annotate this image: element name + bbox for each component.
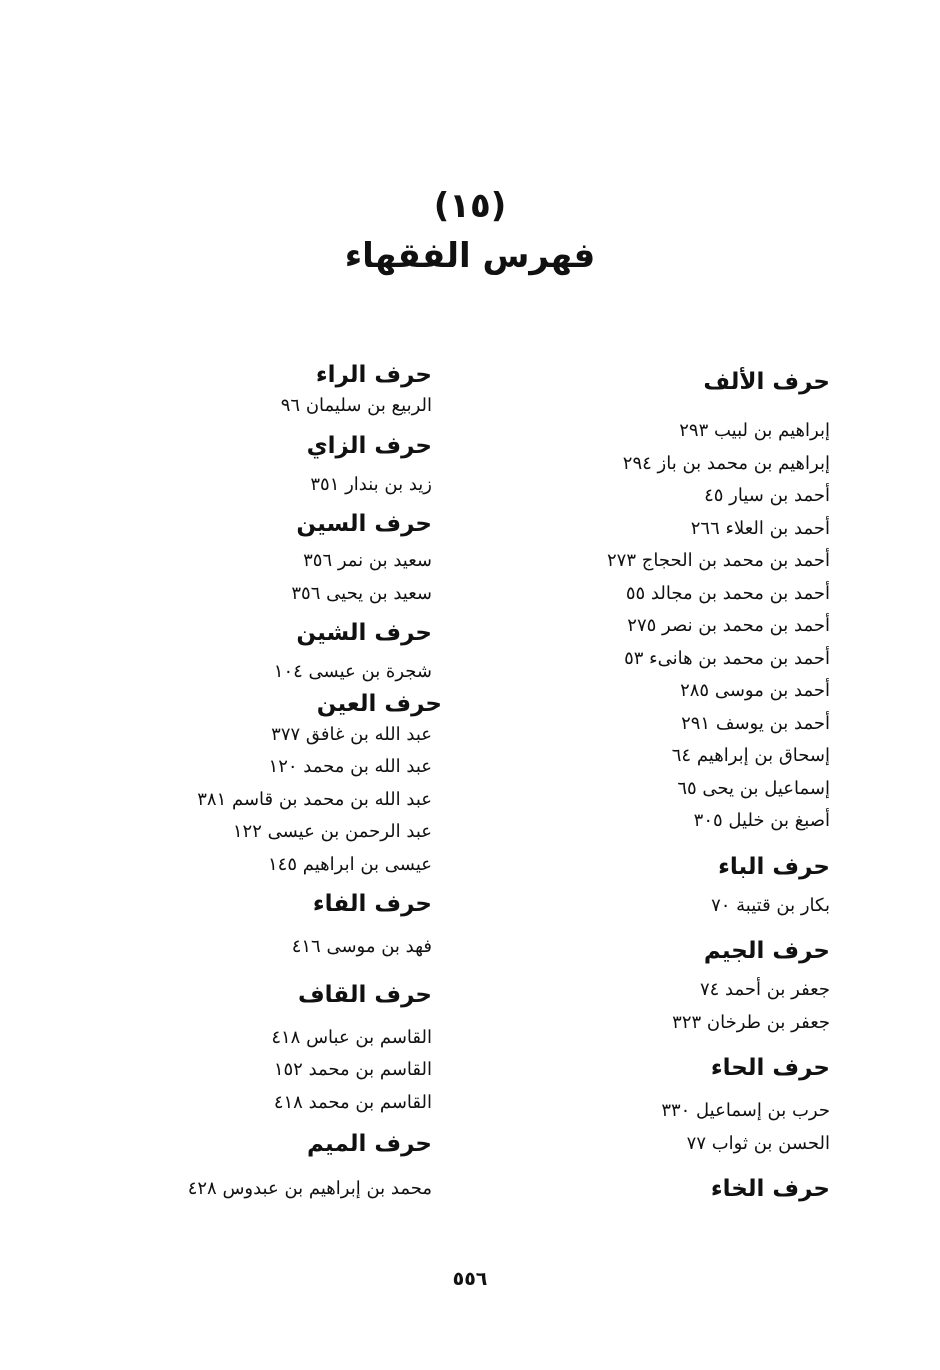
section-heading: حرف الحاء <box>710 1055 830 1081</box>
index-entry: سعيد بن نمر ٣٥٦ <box>303 550 432 571</box>
section-heading: حرف السين <box>296 511 432 537</box>
index-entry: أحمد بن محمد بن هانىء ٥٣ <box>624 647 830 669</box>
letter-section-ayn <box>132 689 442 719</box>
index-entry: الربيع بن سليمان ٩٦ <box>280 395 432 416</box>
index-entry: أحمد بن محمد بن نصر ٢٧٥ <box>627 615 830 636</box>
index-entry: جعفر بن أحمد ٧٤ <box>699 979 830 1000</box>
index-entry: زيد بن بندار ٣٥١ <box>310 473 432 495</box>
index-entry: إسحاق بن إبراهيم ٦٤ <box>671 745 830 766</box>
index-entry: عبد الله بن محمد ١٢٠ <box>268 756 432 777</box>
index-entry: شجرة بن عيسى ١٠٤ <box>273 661 432 682</box>
index-number: (١٥) <box>433 186 507 226</box>
index-title: فهرس الفقهاء <box>344 236 596 276</box>
letter-section-kha <box>500 1174 830 1204</box>
section-heading: حرف القاف <box>297 981 432 1008</box>
index-entry: محمد بن إبراهيم بن عبدوس ٤٢٨ <box>187 1178 432 1199</box>
index-entry: أحمد بن محمد بن الحجاج ٢٧٣ <box>607 550 830 571</box>
index-entry: الحسن بن ثواب ٧٧ <box>686 1132 830 1154</box>
letter-section-zay <box>132 431 432 502</box>
letter-section-ha <box>500 1053 830 1160</box>
index-entry: أحمد بن العلاء ٢٦٦ <box>690 517 830 539</box>
letter-section-alif <box>500 367 830 838</box>
index-entry: سعيد بن يحيى ٣٥٦ <box>291 582 432 604</box>
section-heading: حرف الفاء <box>312 891 432 917</box>
index-entry: حرب بن إسماعيل ٣٣٠ <box>661 1100 830 1121</box>
index-entry: إبراهيم بن لبيب ٢٩٣ <box>679 420 830 441</box>
index-entry: القاسم بن محمد ٤١٨ <box>273 1091 432 1113</box>
section-heading: حرف الميم <box>307 1131 432 1157</box>
letter-section-ayn-entries <box>132 719 432 882</box>
index-entry: أصبغ بن خليل ٣٠٥ <box>693 810 830 831</box>
letter-section-ra <box>132 360 432 423</box>
index-entry: بكار بن قتيبة ٧٠ <box>711 894 830 916</box>
letter-section-mim <box>132 1129 432 1206</box>
index-entry: عبد الله بن محمد بن قاسم ٣٨١ <box>197 788 432 810</box>
index-entry: عبد الله بن غافق ٣٧٧ <box>271 723 432 745</box>
section-heading: حرف الراء <box>315 362 432 388</box>
section-heading: حرف الجيم <box>703 938 830 964</box>
index-entry: أحمد بن موسى ٢٨٥ <box>680 680 830 701</box>
page-number: ٥٥٦ <box>452 1268 488 1290</box>
left-column <box>132 355 442 1206</box>
index-entry: عبد الرحمن بن عيسى ١٢٢ <box>232 821 432 842</box>
index-entry: جعفر بن طرخان ٣٢٣ <box>672 1011 830 1033</box>
letter-section-sin <box>132 509 432 610</box>
letter-section-ba <box>500 852 830 923</box>
index-entry: عيسى بن ابراهيم ١٤٥ <box>268 853 432 875</box>
index-entry: القاسم بن عباس ٤١٨ <box>271 1026 432 1048</box>
section-heading: حرف الزاي <box>306 432 432 459</box>
right-column <box>500 355 830 1204</box>
section-heading: حرف الألف <box>703 369 830 395</box>
section-heading: حرف العين <box>316 690 442 717</box>
index-entry: أحمد بن محمد بن مجالد ٥٥ <box>625 582 830 604</box>
index-entry: أحمد بن يوسف ٢٩١ <box>681 712 830 734</box>
letter-section-shin <box>132 618 432 689</box>
section-heading: حرف الشين <box>296 620 432 646</box>
index-entry: القاسم بن محمد ١٥٢ <box>273 1059 432 1080</box>
index-entry: إسماعيل بن يحى ٦٥ <box>677 777 830 799</box>
letter-section-jim <box>500 936 830 1039</box>
section-heading: حرف الخاء <box>710 1176 830 1202</box>
index-entry: أحمد بن سيار ٤٥ <box>704 485 830 506</box>
index-entry: فهد بن موسى ٤١٦ <box>291 936 432 957</box>
section-heading: حرف الباء <box>718 853 830 880</box>
index-entry: إبراهيم بن محمد بن باز ٢٩٤ <box>622 452 830 474</box>
letter-section-qaf <box>132 980 432 1120</box>
letter-section-fa <box>132 889 432 964</box>
